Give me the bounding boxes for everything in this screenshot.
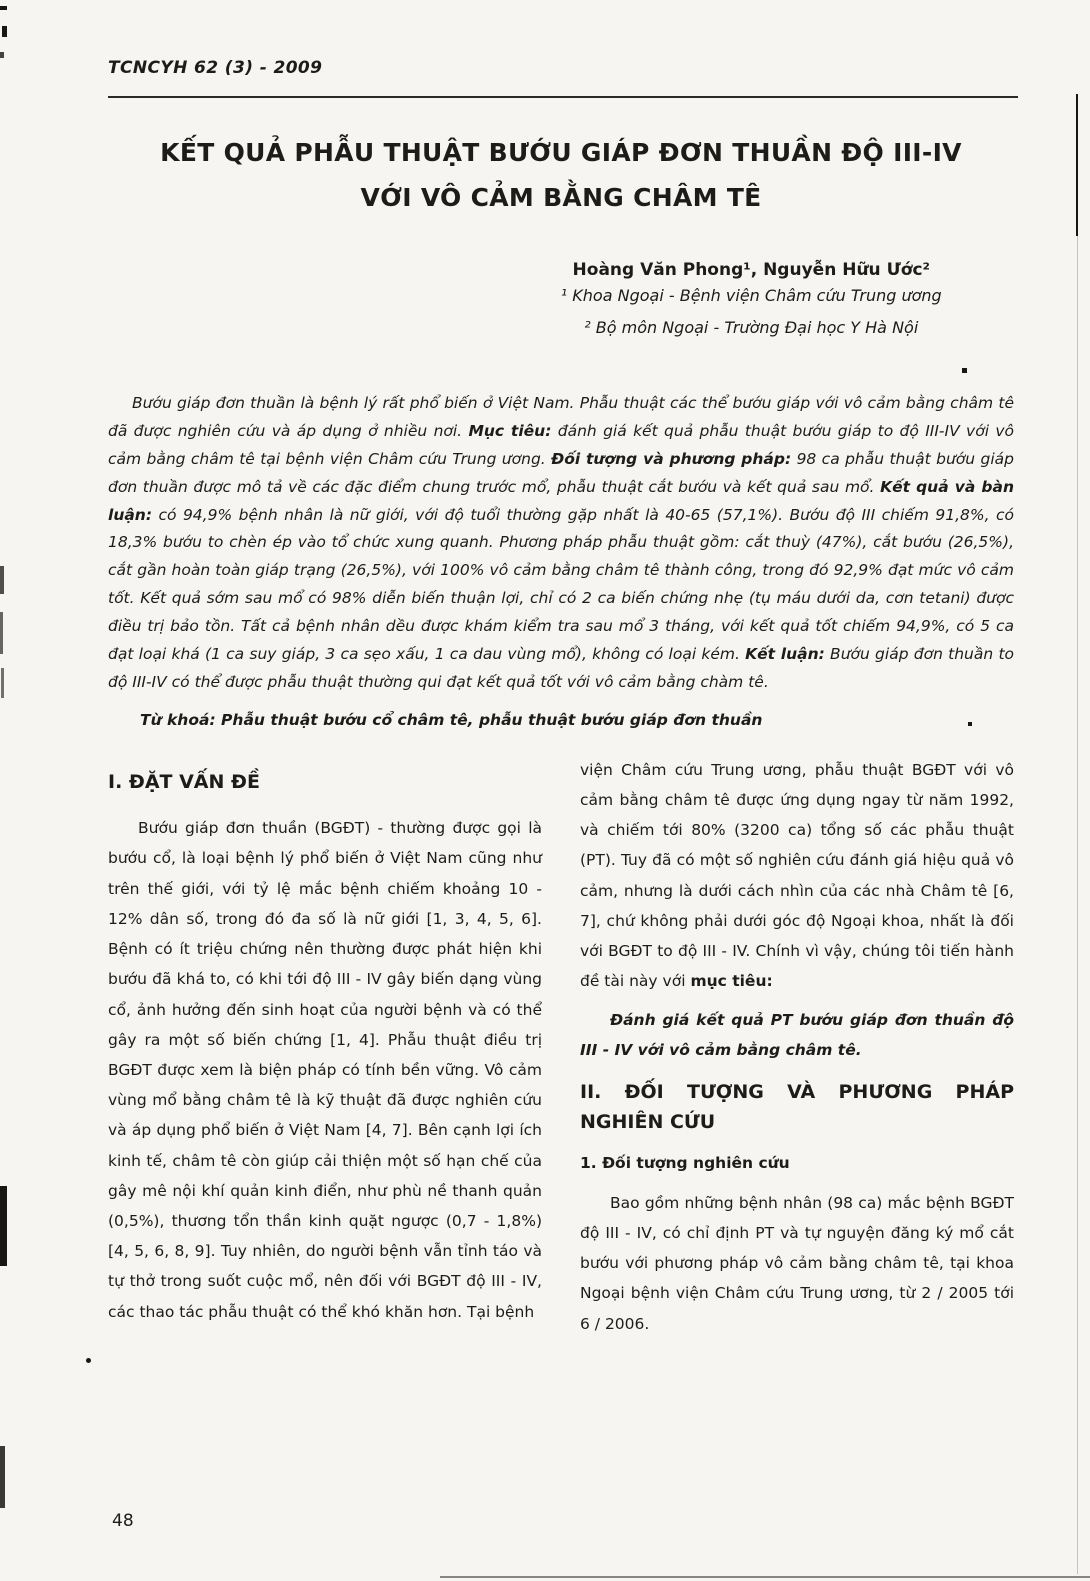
scan-artifact — [968, 722, 972, 726]
scan-artifact — [0, 1446, 5, 1508]
scan-artifact — [0, 6, 7, 10]
scan-artifact — [0, 1186, 7, 1266]
header-divider — [108, 96, 1018, 98]
section-heading-methods: II. ĐỐI TƯỢNG VÀ PHƯƠNG PHÁP NGHIÊN CỨU — [580, 1080, 1014, 1134]
intro-paragraph: Bướu giáp đơn thuần (BGĐT) - thường được gọi là bướu cổ, là loại bệnh lý phổ biến ở Việt Nam cũng như trên thế giới, với tỷ lệ mắc bệnh chiếm khoảng 10 - 12% dân số, trong đó đa số là nữ giới [1, 3, 4, 5, 6]. Bệnh có ít triệu chứng nên thường được phát hiện khi bướu đã khá to, có khi tới độ III - IV gây biến dạng vùng cổ, ảnh hưởng đến sinh hoạt của người bệnh và có thể gây ra một số biến chứng [1, 4]. Phẫu thuật điều trị BGĐT được xem là biện pháp có tính bền vững. Vô cảm vùng mổ bằng châm tê là kỹ thuật đã được nghiên cứu và áp dụng phổ biến ở Việt Nam [4, 7]. Bên cạnh lợi ích kinh tế, châm tê còn giúp cải thiện một số hạn chế của gây mê nội khí quản kinh điển, như phù nề thanh quản (0,5%), thương tổn thần kinh quặt ngược (0,7 - 1,8%) [4, 5, 6, 8, 9]. Tuy nhiên, do người bệnh vẫn tỉnh táo và tự thở trong suốt cuộc mổ, nên đối với BGĐT độ III - IV, các thao tác phẫu thuật có thể khó khăn hơn. Tại bệnh — [108, 819, 542, 1321]
article-title-line1: KẾT QUẢ PHẪU THUẬT BƯỚU GIÁP ĐƠN THUẦN ĐỘ III-IV — [160, 138, 962, 167]
author-names: Hoàng Văn Phong¹, Nguyễn Hữu Ước² — [572, 260, 930, 280]
article-title-line2: VỚI VÔ CẢM BẰNG CHÂM TÊ — [360, 183, 762, 212]
right-column — [580, 755, 1014, 1339]
keywords-line: Từ khoá: Phẫu thuật bướu cổ châm tê, phẫu thuật bướu giáp đơn thuần — [140, 710, 763, 729]
affiliation-2: ² Bộ môn Ngoại - Trường Đại học Y Hà Nội — [584, 318, 919, 337]
scan-artifact — [2, 26, 7, 37]
scan-artifact — [0, 612, 3, 654]
subjects-paragraph: Bao gồm những bệnh nhân (98 ca) mắc bệnh BGĐT độ III - IV, có chỉ định PT và tự nguyện đăng ký mổ cắt bướu với phương pháp vô cảm bằng châm tê, tại khoa Ngoại bệnh viện Châm cứu Trung ương, từ 2 / 2005 tới 6 / 2006. — [580, 1193, 1014, 1333]
objective-paragraph: Đánh giá kết quả PT bướu giáp đơn thuần độ III - IV với vô cảm bằng châm tê. — [580, 1010, 1014, 1059]
affiliation-1: ¹ Khoa Ngoại - Bệnh viện Châm cứu Trung ương — [560, 286, 942, 305]
intro-continuation-paragraph: viện Châm cứu Trung ương, phẫu thuật BGĐT với vô cảm bằng châm tê được ứng dụng ngay từ năm 1992, và chiếm tới 80% (3200 ca) tổng số các phẫu thuật (PT). Tuy đã có một số nghiên cứu đánh giá hiệu quả vô cảm, nhưng là dưới cách nhìn của các nhà Châm tê [6, 7], chứ không phải dưới góc độ Ngoại khoa, nhất là đối với BGĐT to độ III - IV. Chính vì vậy, chúng tôi tiến hành đề tài này với mục tiêu: — [580, 760, 1014, 991]
authors-block — [489, 260, 1014, 344]
page-number: 48 — [112, 1511, 134, 1531]
scan-artifact — [1077, 94, 1078, 1574]
scan-artifact — [440, 1576, 1090, 1578]
left-column — [108, 755, 542, 1339]
section-heading-intro: I. ĐẶT VẤN ĐỀ — [108, 770, 260, 793]
subsection-heading-subjects: 1. Đối tượng nghiên cứu — [580, 1153, 790, 1172]
scan-artifact — [0, 52, 4, 58]
page-header — [108, 58, 1014, 98]
scan-artifact — [86, 1358, 91, 1363]
abstract-paragraph: Bướu giáp đơn thuần là bệnh lý rất phổ biến ở Việt Nam. Phẫu thuật các thể bướu giáp với vô cảm bằng châm tê đã được nghiên cứu và áp dụng ở nhiều nơi. Mục tiêu: đánh giá kết quả phẫu thuật bướu giáp to độ III-IV với vô cảm bằng châm tê tại bệnh viện Châm cứu Trung ương. Đối tượng và phương pháp: 98 ca phẫu thuật bướu giáp đơn thuần được mô tả về các đặc điểm chung trước mổ, phẫu thuật cắt bướu và kết quả sau mổ. Kết quả và bàn luận: có 94,9% bệnh nhân là nữ giới, với độ tuổi thường gặp nhất là 40-65 (57,1%). Bướu độ III chiếm 91,8%, có 18,3% bướu to chèn ép vào tổ chức xung quanh. Phương pháp phẫu thuật gồm: cắt thuỳ (47%), cắt bướu (26,5%), cắt gần hoàn toàn giáp trạng (26,5%), với 100% vô cảm bằng châm tê thành công, trong đó 92,9% đạt mức vô cảm tốt. Kết quả sớm sau mổ có 98% diễn biến thuận lợi, chỉ có 2 ca biến chứng nhẹ (tụ máu dưới da, cơn tetani) được điều trị bảo tồn. Tất cả bệnh nhân dều được khám kiểm tra sau mổ 3 tháng, với kết quả tốt chiếm 94,9%, có 5 ca đạt loại khá (1 ca suy giáp, 3 ca sẹo xấu, 1 ca dau vùng mổ), không có loại kém. Kết luận: Bướu giáp đơn thuần to độ III-IV có thể được phẫu thuật thường qui đạt kết quả tốt với vô cảm bằng chàm tê. — [108, 394, 1014, 691]
article-title — [108, 130, 1014, 220]
journal-reference: TCNCYH 62 (3) - 2009 — [108, 58, 323, 78]
scan-artifact — [0, 566, 4, 594]
scan-artifact — [1, 668, 4, 698]
two-column-body — [108, 755, 1014, 1339]
scan-artifact — [962, 368, 967, 373]
